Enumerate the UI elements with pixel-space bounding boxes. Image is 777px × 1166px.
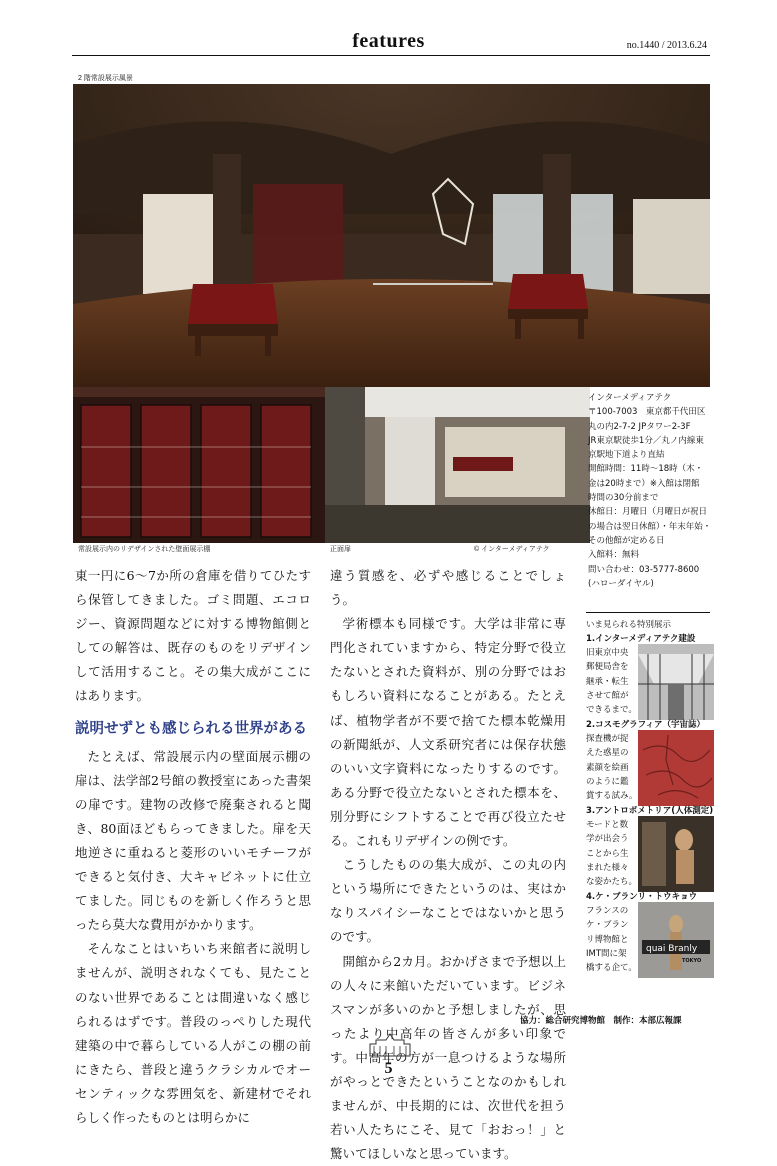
desc-line: 探査機が捉 [586,732,642,746]
desc-line: IMT間に架 [586,947,642,961]
desc-line: 旧東京中央 [586,646,642,660]
info-divider [586,612,710,613]
desc-line: 継承・転生 [586,675,642,689]
building-logo-icon [368,1030,412,1058]
cabinet-photo [73,387,325,543]
entrance-illustration [325,387,590,543]
info-line: 休館日：月曜日（月曜日が祝日 [588,505,710,519]
desc-line: 郵便局舎を [586,660,642,674]
article-paragraph: 違う質感を、必ずや感じることでしょう。 [330,564,566,612]
desc-line: ことから生 [586,847,642,861]
info-box [588,391,710,591]
desc-line: のように鑑 [586,775,642,789]
desc-line: モードと数 [586,818,642,832]
special-heading: いま見られる特別展示 [586,618,712,632]
quai-branly-logo: quai Branly [646,944,698,954]
planet-surface-image [638,730,714,806]
info-line: 入館料：無料 [588,548,710,562]
quai-branly-sub: TOKYO [682,958,701,964]
panorama-caption: 2 階常設展示風景 [78,73,133,83]
section-heading: 説明せずとも感じられる世界がある [75,717,311,741]
credits: 協力：総合研究博物館 制作：本部広報課 [520,1014,682,1026]
article-paragraph: 東一円に6～7か所の倉庫を借りてひたすら保管してきました。ゴミ問題、エコロジー、資源問題などに対する博物館側としての解答は、既存のものをリデザインして活用すること。その集大成がここにはあります。 [75,564,311,709]
desc-line: フランスの [586,904,642,918]
special-item-desc [586,646,642,717]
desc-line: えた惑星の [586,746,642,760]
special-item [586,804,712,818]
desc-line: 橋する企て。 [586,961,642,975]
special-item-title: 2.コスモグラフィア（宇宙誌） [586,718,712,732]
desc-line: 素顔を絵画 [586,761,642,775]
article-paragraph: こうしたものの集大成が、この丸の内という場所にできたというのは、実はかなりスパイシーなことではないかと思うのです。 [330,853,566,949]
article-paragraph: 学術標本も同様です。大学は非常に専門化されていますから、特定分野で役立たないとされた資料が、別の分野ではおもしろい資料になることがある。たとえば、植物学者が不要で捨てた標本乾燥用の新聞紙が、人文系研究者には保存状態のいい文字資料になったりするのです。ある分野で役立たないとされた標本を、別分野にシフトすることで再び役立たせる。これもリデザインの例です。 [330,612,566,853]
entrance-photo [325,387,590,543]
page-number: 5 [0,1060,777,1078]
desc-line: 賞する試み。 [586,789,642,803]
panorama-illustration [73,84,710,387]
masthead-title: features [0,30,777,53]
info-line: 京駅地下道より直結 [588,448,710,462]
info-line: 問い合わせ：03-5777-8600 [588,563,710,577]
info-line: 開館時間：11時～18時（木・ [588,462,710,476]
issue-line: no.1440 / 2013.6.24 [627,40,707,51]
construction-image [638,644,714,720]
special-item-title: 1.インターメディアテク建設 [586,632,712,646]
special-exhibitions [586,618,712,632]
special-item-desc [586,904,642,975]
special-item-desc [586,732,642,803]
desc-line: ケ・ブラン [586,918,642,932]
article-paragraph: たとえば、常設展示内の壁面展示棚の扉は、法学部2号館の教授室にあった書架の扉です。建物の改修で廃棄されると聞き、80面ほどもらってきました。扉を天地逆さに重ねると菱形のいいモチーフができると気付き、大キャビネットに仕立てました。同じものを新しく作ろうと思ったら莫大な費用がかかります。 [75,745,311,938]
special-item [586,718,712,732]
panorama-photo [73,84,710,387]
desc-line: 学が出会う [586,832,642,846]
info-line: JR東京駅徒歩1分／丸ノ内線東 [588,434,710,448]
desc-line: まれた様々 [586,861,642,875]
desc-line: リ博物館と [586,933,642,947]
photo-credit: © インターメディアテク [474,544,550,554]
quai-branly-image [638,902,714,978]
info-line: その他館が定める日 [588,534,710,548]
article-paragraph: そんなことはいちいち来館者に説明しませんが、説明されなくても、見たことのない世界であることは間違いなく感じられるはずです。普段のっぺりした現代建築の中で暮らしている人がこの棚の前にきたら、普段と違うクラシカルでオーセンティックな雰囲気を、新建材でそれらしく作ったものとは明らかに [75,937,311,1130]
info-line: インターメディアテク [588,391,710,405]
article-column-1 [75,564,311,1130]
info-line: の場合は翌日休館）・年末年始・ [588,520,710,534]
header-rule [72,55,710,56]
special-item-title: 3.アントロポメトリア(人体測定) [586,804,712,818]
desc-line: できるまで。 [586,703,642,717]
article-paragraph: 開館から2カ月。おかげさまで予想以上の人々に来館いただいています。ビジネスマンが多いのかと予想しましたが、思ったより中高年の皆さんが多い印象です。中高年の方が一息つけるような場所がやっとできたということなのかもしれませんが、中長期的には、次世代を担う若い人たちにこそ、見て「おおっ！」と驚いてほしいなと思っています。 [330,950,566,1166]
info-line: (ハローダイヤル) [588,577,710,591]
special-item-desc [586,818,642,889]
figure-sculpture-image [638,816,714,892]
desc-line: させて館が [586,689,642,703]
entrance-caption: 正面扉 [330,544,351,554]
info-line: 〒100-7003 東京都千代田区 [588,405,710,419]
info-line: 丸の内2-7-2 JPタワー2-3F [588,420,710,434]
cabinet-caption: 常設展示内のリデザインされた壁面展示棚 [78,544,210,554]
desc-line: な姿かたち。 [586,875,642,889]
special-item [586,890,712,904]
info-line: 金は20時まで）※入館は閉館 [588,477,710,491]
special-item [586,632,712,646]
cabinet-illustration [73,387,325,543]
info-line: 時間の30分前まで [588,491,710,505]
special-item-title: 4.ケ・ブランリ・トウキョウ [586,890,712,904]
